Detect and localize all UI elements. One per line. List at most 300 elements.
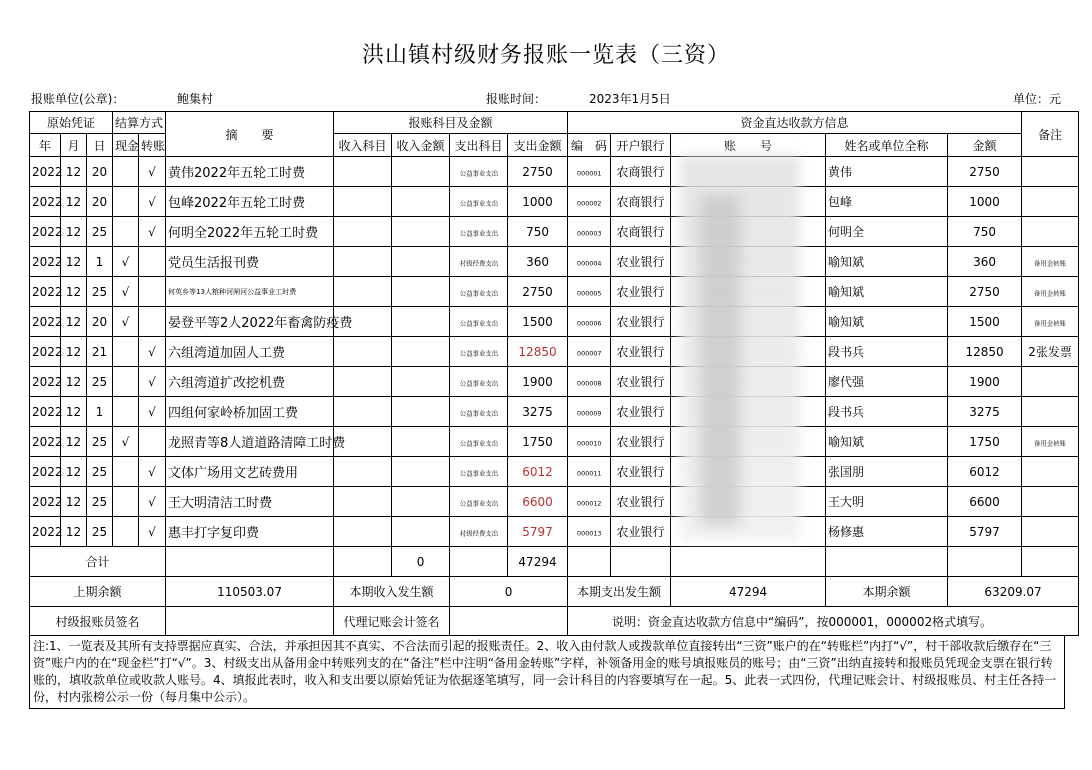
month-cell xyxy=(61,367,87,397)
table-row xyxy=(30,307,1079,337)
transfer-cell xyxy=(139,187,166,217)
payee-name-cell xyxy=(826,427,948,457)
transfer-cell xyxy=(139,277,166,307)
income-amount-cell xyxy=(392,427,450,457)
expense-subject-cell-text: 公益事业支出 xyxy=(459,199,498,207)
day-cell xyxy=(87,337,113,367)
table-row xyxy=(30,187,1079,217)
cash-cell xyxy=(113,427,139,457)
year-cell-text: 2022 xyxy=(32,254,63,269)
expense-period-value: 47294 xyxy=(671,577,826,607)
expense-subject-cell-text: 公益事业支出 xyxy=(459,409,498,417)
code-cell xyxy=(568,487,611,517)
summary-cell-text: 晏登平等2人2022年畜禽防疫费 xyxy=(168,316,353,331)
expense-amount-cell xyxy=(508,487,568,517)
summary-cell-text: 何英乡等13人粮种河闸河公益事业工时费 xyxy=(168,288,297,297)
bank-cell xyxy=(611,457,671,487)
expense-subject-cell xyxy=(450,397,508,427)
bank-cell xyxy=(611,307,671,337)
expense-subject-cell-text: 公益事业支出 xyxy=(459,169,498,177)
year-cell-text: 2022 xyxy=(32,224,63,239)
table-row xyxy=(30,217,1079,247)
expense-amount-cell xyxy=(508,277,568,307)
code-cell-text: 000011 xyxy=(576,469,602,477)
transfer-cell xyxy=(139,217,166,247)
transfer-cell xyxy=(139,427,166,457)
header-expense-subject: 支出科目 xyxy=(450,134,508,157)
total-income: 0 xyxy=(392,547,450,577)
amount-cell xyxy=(948,187,1022,217)
expense-subject-cell-text: 公益事业支出 xyxy=(459,319,498,327)
amount-cell xyxy=(948,427,1022,457)
income-amount-cell xyxy=(392,517,450,547)
day-cell-text: 25 xyxy=(91,434,108,449)
payee-name-cell-text: 段书兵 xyxy=(828,405,865,419)
year-cell xyxy=(30,517,61,547)
day-cell-text: 25 xyxy=(91,284,108,299)
year-cell xyxy=(30,217,61,247)
code-cell xyxy=(568,457,611,487)
payee-name-cell xyxy=(826,187,948,217)
header-account: 账 号 xyxy=(671,134,826,157)
code-cell-text: 000001 xyxy=(576,169,602,177)
expense-amount-cell-text: 1750 xyxy=(522,434,553,449)
cash-cell-text: √ xyxy=(121,284,130,299)
cash-cell xyxy=(113,367,139,397)
income-subject-cell xyxy=(334,157,392,187)
code-cell xyxy=(568,367,611,397)
day-cell xyxy=(87,517,113,547)
remark-cell xyxy=(1022,367,1079,397)
day-cell-text: 25 xyxy=(91,494,108,509)
header-cash: 现金 xyxy=(113,134,139,157)
bank-cell xyxy=(611,367,671,397)
year-cell xyxy=(30,157,61,187)
expense-amount-cell xyxy=(508,157,568,187)
payee-name-cell-text: 张国朋 xyxy=(828,465,865,479)
day-cell xyxy=(87,457,113,487)
current-balance-label: 本期余额 xyxy=(826,577,948,607)
bank-cell-text: 农业银行 xyxy=(616,465,665,479)
payee-name-cell-text: 喻知斌 xyxy=(828,255,865,269)
table-row xyxy=(30,517,1079,547)
transfer-cell xyxy=(139,367,166,397)
unit-label: 报账单位(公章)： xyxy=(31,92,125,106)
bank-cell xyxy=(611,487,671,517)
month-cell-text: 12 xyxy=(65,494,82,509)
day-cell-text: 20 xyxy=(91,164,108,179)
cash-cell xyxy=(113,217,139,247)
income-subject-cell xyxy=(334,457,392,487)
expense-amount-cell xyxy=(508,457,568,487)
cash-cell xyxy=(113,457,139,487)
bank-cell-text: 农业银行 xyxy=(616,405,665,419)
amount-cell xyxy=(948,217,1022,247)
transfer-cell xyxy=(139,397,166,427)
summary-cell-text: 文体广场用文艺砖费用 xyxy=(168,466,299,481)
income-amount-cell xyxy=(392,277,450,307)
summary-cell-text: 惠丰打字复印费 xyxy=(168,526,260,541)
header-summary: 摘 要 xyxy=(166,112,334,157)
expense-amount-cell xyxy=(508,367,568,397)
transfer-cell xyxy=(139,157,166,187)
month-cell xyxy=(61,157,87,187)
payee-name-cell-text: 廖代强 xyxy=(828,375,865,389)
header-payee-name: 姓名或单位全称 xyxy=(826,134,948,157)
agent-accountant-signature-label: 代理记账会计签名 xyxy=(334,607,450,636)
remark-cell xyxy=(1022,487,1079,517)
expense-amount-cell-text: 1900 xyxy=(522,374,553,389)
code-cell-text: 000002 xyxy=(576,199,602,207)
expense-amount-cell-text: 6012 xyxy=(522,464,553,479)
code-cell xyxy=(568,307,611,337)
cash-cell-text: √ xyxy=(121,314,130,329)
payee-name-cell xyxy=(826,517,948,547)
table-row xyxy=(30,157,1079,187)
year-cell xyxy=(30,427,61,457)
code-cell xyxy=(568,217,611,247)
payee-name-cell-text: 喻知斌 xyxy=(828,315,865,329)
table-row xyxy=(30,277,1079,307)
code-cell-text: 000005 xyxy=(576,289,602,297)
day-cell-text: 25 xyxy=(91,464,108,479)
income-subject-cell xyxy=(334,487,392,517)
bank-cell-text: 农业银行 xyxy=(616,255,665,269)
transfer-cell-text: √ xyxy=(148,464,156,479)
year-cell-text: 2022 xyxy=(32,494,63,509)
transfer-cell xyxy=(139,307,166,337)
code-cell xyxy=(568,187,611,217)
income-amount-cell xyxy=(392,187,450,217)
transfer-cell-text: √ xyxy=(148,374,156,389)
expense-amount-cell-text: 5797 xyxy=(522,524,553,539)
day-cell-text: 1 xyxy=(95,404,104,419)
income-subject-cell xyxy=(334,517,392,547)
day-cell xyxy=(87,277,113,307)
month-cell xyxy=(61,307,87,337)
summary-cell xyxy=(166,277,334,307)
income-amount-cell xyxy=(392,337,450,367)
income-amount-cell xyxy=(392,307,450,337)
code-cell-text: 000008 xyxy=(576,379,602,387)
year-cell-text: 2022 xyxy=(32,524,63,539)
payee-name-cell xyxy=(826,277,948,307)
payee-name-cell xyxy=(826,457,948,487)
month-cell-text: 12 xyxy=(65,284,82,299)
code-cell-text: 000007 xyxy=(576,349,602,357)
remark-cell xyxy=(1022,427,1079,457)
summary-cell-text: 王大明清洁工时费 xyxy=(168,496,273,511)
income-subject-cell xyxy=(334,337,392,367)
bank-cell xyxy=(611,517,671,547)
total-expense: 47294 xyxy=(508,547,568,577)
header-year: 年 xyxy=(30,134,61,157)
day-cell-text: 20 xyxy=(91,314,108,329)
expense-subject-cell-text: 公益事业支出 xyxy=(459,349,498,357)
code-cell-text: 000009 xyxy=(576,409,602,417)
page-title: 洪山镇村级财务报账一览表（三资） xyxy=(361,43,730,68)
amount-cell-text: 2750 xyxy=(969,164,1000,179)
summary-cell xyxy=(166,157,334,187)
prev-balance-value: 110503.07 xyxy=(166,577,334,607)
expense-subject-cell-text: 公益事业支出 xyxy=(459,379,498,387)
amount-cell xyxy=(948,337,1022,367)
expense-amount-cell xyxy=(508,187,568,217)
day-cell xyxy=(87,187,113,217)
cash-cell xyxy=(113,397,139,427)
amount-cell-text: 1750 xyxy=(969,434,1000,449)
summary-cell-text: 龙照青等8人道道路清障工时费 xyxy=(168,436,346,451)
ledger-table xyxy=(29,111,1079,636)
transfer-cell-text: √ xyxy=(148,224,156,239)
expense-subject-cell-text: 公益事业支出 xyxy=(459,499,498,507)
income-subject-cell xyxy=(334,277,392,307)
time-label: 报账时间： xyxy=(486,92,547,106)
summary-cell xyxy=(166,187,334,217)
day-cell xyxy=(87,397,113,427)
expense-amount-cell-text: 6600 xyxy=(522,494,553,509)
code-cell-text: 000006 xyxy=(576,319,602,327)
summary-cell xyxy=(166,337,334,367)
day-cell-text: 20 xyxy=(91,194,108,209)
month-cell xyxy=(61,277,87,307)
bank-cell xyxy=(611,217,671,247)
expense-amount-cell-text: 3275 xyxy=(522,404,553,419)
amount-cell-text: 1000 xyxy=(969,194,1000,209)
amount-cell-text: 5797 xyxy=(969,524,1000,539)
month-cell xyxy=(61,337,87,367)
table-row xyxy=(30,487,1079,517)
unit-value: 鲍集村 xyxy=(177,92,214,106)
month-cell-text: 12 xyxy=(65,254,82,269)
agent-accountant-signature-field xyxy=(450,607,568,636)
expense-amount-cell-text: 12850 xyxy=(518,344,557,359)
expense-amount-cell xyxy=(508,307,568,337)
expense-amount-cell xyxy=(508,217,568,247)
bank-cell-text: 农业银行 xyxy=(616,495,665,509)
expense-subject-cell xyxy=(450,487,508,517)
expense-subject-cell-text: 村级经费支出 xyxy=(459,529,498,537)
payee-name-cell-text: 何明全 xyxy=(828,225,865,239)
summary-cell-text: 何明全2022年五轮工时费 xyxy=(168,226,319,241)
amount-cell xyxy=(948,157,1022,187)
expense-amount-cell-text: 750 xyxy=(526,224,549,239)
bank-cell-text: 农业银行 xyxy=(616,345,665,359)
village-clerk-signature-field xyxy=(166,607,334,636)
amount-cell xyxy=(948,247,1022,277)
day-cell xyxy=(87,247,113,277)
payee-name-cell xyxy=(826,217,948,247)
expense-subject-cell xyxy=(450,157,508,187)
expense-subject-cell-text: 公益事业支出 xyxy=(459,439,498,447)
payee-name-cell xyxy=(826,307,948,337)
payee-name-cell-text: 喻知斌 xyxy=(828,285,865,299)
remark-cell xyxy=(1022,337,1079,367)
day-cell xyxy=(87,367,113,397)
income-subject-cell xyxy=(334,187,392,217)
day-cell xyxy=(87,157,113,187)
payee-name-cell xyxy=(826,337,948,367)
expense-amount-cell-text: 1000 xyxy=(522,194,553,209)
summary-cell-text: 党员生活报刊费 xyxy=(168,256,260,271)
bank-cell-text: 农业银行 xyxy=(616,375,665,389)
year-cell xyxy=(30,397,61,427)
summary-cell-text: 四组何家岭桥加固工费 xyxy=(168,406,299,421)
income-period-label: 本期收入发生额 xyxy=(334,577,450,607)
transfer-cell xyxy=(139,247,166,277)
bank-cell-text: 农商银行 xyxy=(616,225,665,239)
day-cell xyxy=(87,307,113,337)
prev-balance-label: 上期余额 xyxy=(30,577,166,607)
day-cell-text: 25 xyxy=(91,374,108,389)
table-row xyxy=(30,457,1079,487)
income-amount-cell xyxy=(392,487,450,517)
month-cell xyxy=(61,217,87,247)
cash-cell xyxy=(113,277,139,307)
remark-cell-text: 备用金转账 xyxy=(1034,259,1067,267)
amount-cell xyxy=(948,367,1022,397)
expense-subject-cell xyxy=(450,457,508,487)
cash-cell-text: √ xyxy=(121,254,130,269)
expense-amount-cell-text: 1500 xyxy=(522,314,553,329)
year-cell-text: 2022 xyxy=(32,404,63,419)
cash-cell xyxy=(113,247,139,277)
year-cell xyxy=(30,367,61,397)
amount-cell-text: 6012 xyxy=(969,464,1000,479)
summary-cell xyxy=(166,247,334,277)
bank-cell-text: 农业银行 xyxy=(616,525,665,539)
expense-amount-cell-text: 2750 xyxy=(522,284,553,299)
bank-cell-text: 农商银行 xyxy=(616,195,665,209)
remark-cell xyxy=(1022,277,1079,307)
cash-cell xyxy=(113,517,139,547)
year-cell xyxy=(30,457,61,487)
bank-cell-text: 农业银行 xyxy=(616,435,665,449)
header-bank: 开户银行 xyxy=(611,134,671,157)
account-redaction xyxy=(680,155,800,540)
expense-amount-cell xyxy=(508,247,568,277)
month-cell xyxy=(61,457,87,487)
year-cell xyxy=(30,247,61,277)
header-orig-voucher: 原始凭证 xyxy=(30,112,113,134)
expense-subject-cell xyxy=(450,367,508,397)
summary-cell xyxy=(166,457,334,487)
table-row xyxy=(30,397,1079,427)
code-cell xyxy=(568,427,611,457)
income-amount-cell xyxy=(392,247,450,277)
summary-cell-text: 六组湾道扩改挖机费 xyxy=(168,376,286,391)
summary-cell xyxy=(166,307,353,337)
summary-cell xyxy=(166,367,334,397)
transfer-cell xyxy=(139,457,166,487)
bank-cell xyxy=(611,157,671,187)
code-cell xyxy=(568,337,611,367)
summary-cell xyxy=(166,427,346,457)
transfer-cell-text: √ xyxy=(148,494,156,509)
month-cell-text: 12 xyxy=(65,434,82,449)
header-settle: 结算方式 xyxy=(113,112,166,134)
month-cell xyxy=(61,427,87,457)
summary-cell xyxy=(166,217,334,247)
day-cell xyxy=(87,487,113,517)
transfer-cell-text: √ xyxy=(148,164,156,179)
instruction-text: 说明：资金直达收款方信息中“编码”，按000001，000002格式填写。 xyxy=(568,607,1079,636)
summary-cell xyxy=(166,517,334,547)
table-row xyxy=(30,247,1079,277)
remark-cell xyxy=(1022,397,1079,427)
amount-cell-text: 12850 xyxy=(965,344,1004,359)
header-transfer: 转账 xyxy=(139,134,166,157)
summary-cell-text: 六组湾道加固人工费 xyxy=(168,346,286,361)
amount-cell xyxy=(948,307,1022,337)
expense-subject-cell xyxy=(450,337,508,367)
transfer-cell xyxy=(139,337,166,367)
month-cell xyxy=(61,247,87,277)
remark-cell xyxy=(1022,517,1079,547)
expense-amount-cell xyxy=(508,517,568,547)
remark-cell-text: 备用金转账 xyxy=(1034,439,1067,447)
summary-cell xyxy=(166,487,334,517)
code-cell-text: 000003 xyxy=(576,229,602,237)
table-row xyxy=(30,337,1079,367)
bank-cell xyxy=(611,277,671,307)
code-cell xyxy=(568,397,611,427)
amount-cell xyxy=(948,487,1022,517)
month-cell xyxy=(61,187,87,217)
code-cell-text: 000012 xyxy=(576,499,602,507)
header-expense-amount: 支出金额 xyxy=(508,134,568,157)
time-value: 2023年1月5日 xyxy=(589,92,671,106)
day-cell xyxy=(87,427,113,457)
expense-amount-cell xyxy=(508,397,568,427)
header-remark: 备注 xyxy=(1022,112,1079,157)
year-cell xyxy=(30,187,61,217)
remark-cell xyxy=(1022,217,1079,247)
code-cell-text: 000010 xyxy=(576,439,602,447)
remark-cell xyxy=(1022,247,1079,277)
remark-cell-text: 备用金转账 xyxy=(1034,319,1067,327)
bank-cell-text: 农业银行 xyxy=(616,285,665,299)
cash-cell xyxy=(113,187,139,217)
expense-amount-cell xyxy=(508,427,568,457)
transfer-cell-text: √ xyxy=(148,344,156,359)
year-cell-text: 2022 xyxy=(32,374,63,389)
remark-cell xyxy=(1022,457,1079,487)
bank-cell xyxy=(611,187,671,217)
amount-cell-text: 1900 xyxy=(969,374,1000,389)
remark-cell-text: 2张发票 xyxy=(1028,345,1072,359)
income-amount-cell xyxy=(392,397,450,427)
expense-subject-cell-text: 公益事业支出 xyxy=(459,469,498,477)
cash-cell xyxy=(113,307,139,337)
payee-name-cell xyxy=(826,487,948,517)
expense-subject-cell xyxy=(450,307,508,337)
year-cell-text: 2022 xyxy=(32,344,63,359)
account-redaction-stripe xyxy=(700,195,740,525)
year-cell-text: 2022 xyxy=(32,434,63,449)
month-cell xyxy=(61,397,87,427)
bank-cell-text: 农业银行 xyxy=(616,315,665,329)
expense-amount-cell xyxy=(508,337,568,367)
cash-cell xyxy=(113,487,139,517)
amount-cell-text: 360 xyxy=(973,254,996,269)
year-cell-text: 2022 xyxy=(32,284,63,299)
expense-subject-cell-text: 公益事业支出 xyxy=(459,289,498,297)
month-cell-text: 12 xyxy=(65,164,82,179)
currency-unit: 单位：元 xyxy=(1013,92,1062,106)
month-cell-text: 12 xyxy=(65,524,82,539)
payee-name-cell xyxy=(826,367,948,397)
